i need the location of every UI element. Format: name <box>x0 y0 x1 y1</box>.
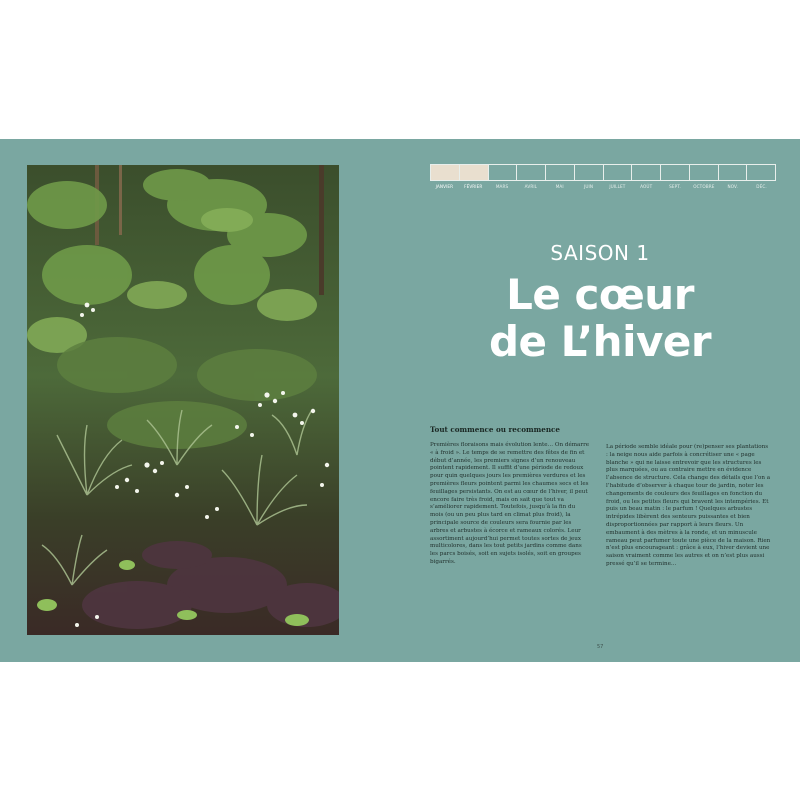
month-cell <box>546 165 575 180</box>
month-cell <box>517 165 546 180</box>
month-label: AOÛT <box>640 184 653 189</box>
month-timeline-bar <box>430 164 776 181</box>
month-label: FÉVRIER <box>464 184 483 189</box>
body-paragraph-right: La période semble idéale pour (re)penser ses plantations : la neige nous aide parfois à concrétiser une « page blanche » qui ne laisse entrevoir que les structures les plus marquées, ou au contraire mettre en évidence l’absence de structure. Cela change des détails que l’on a l’habitude d’observer à chaque tour de jardin, noter les changements de couleurs des feuillages en fonction du froid, ou les petites fleurs qui bravent les intempéries. Et puis un beau matin : le parfum ! Quelques arbustes intrépides libèrent des senteurs puissantes et bien disproportionnées par rapport à leurs fleurs. Un embaument à des mètres à la ronde, et un minuscule rameau peut parfumer toute une pièce de la maison. Rien n’est plus encourageant : grâce à eux, l’hiver devient une saison vraiment comme les autres et on n’est plus aussi pressé qu’il se termine… <box>606 444 771 567</box>
month-cell <box>431 165 460 180</box>
month-cell <box>489 165 518 180</box>
month-cell <box>690 165 719 180</box>
book-spread <box>0 139 800 662</box>
month-cell <box>747 165 775 180</box>
month-cell <box>632 165 661 180</box>
month-label: NOV. <box>727 184 738 189</box>
month-label: MAI <box>555 184 564 189</box>
garden-photo <box>27 165 339 635</box>
month-cell <box>719 165 748 180</box>
body-paragraph-left: Premières floraisons mais évolution lente… On démarre « à froid ». Le temps de se remettre des fêtes de fin et début d’année, les premiers signes d’un renouveau pointent rapidement. Il suffit d’une période de redoux pour quin quelques jours les premières verdures et les premières fleurs pointent parmi les chaumes secs et les feuillages persistants. On est au cœur de l’hiver, il peut encore faire très froid, mais on sait que tout va s’améliorer rapidement. Toutefois, jusqu’à la fin du mois (ou un peu plus tard en climat plus froid), la principale source de couleurs sera fournie par les arbres et arbustes à écorce et rameaux colorés. Leur assortiment aujourd’hui permet toutes sortes de jeux multicolores, dans les tout petits jardins comme dans les parcs boisés, soit en sujets isolés, soit en groupes bigarrés. <box>430 442 590 565</box>
chapter-title-line-2: de L’hiver <box>488 317 712 366</box>
page-number: 57 <box>597 644 604 650</box>
section-heading: Tout commence ou recommence <box>430 425 561 434</box>
month-cell <box>661 165 690 180</box>
chapter-title-line-1: Le cœur <box>506 270 694 319</box>
text-column-right <box>606 444 771 569</box>
month-label: DÉC. <box>756 184 767 189</box>
month-label: AVRIL <box>524 184 538 189</box>
month-label: MARS <box>495 184 509 189</box>
chapter-title <box>430 271 770 365</box>
month-label: JUIN <box>584 184 594 189</box>
month-labels <box>430 184 776 189</box>
season-label: SAISON 1 <box>550 241 650 265</box>
month-cell <box>604 165 633 180</box>
month-label: SEPT. <box>669 184 681 189</box>
garden-photo-illustration <box>27 165 339 635</box>
month-label: OCTOBRE <box>693 184 715 189</box>
text-column-left <box>430 425 590 567</box>
month-cell <box>575 165 604 180</box>
month-label: JUILLET <box>609 184 626 189</box>
month-cell <box>460 165 489 180</box>
month-label: JANVIER <box>435 184 454 189</box>
